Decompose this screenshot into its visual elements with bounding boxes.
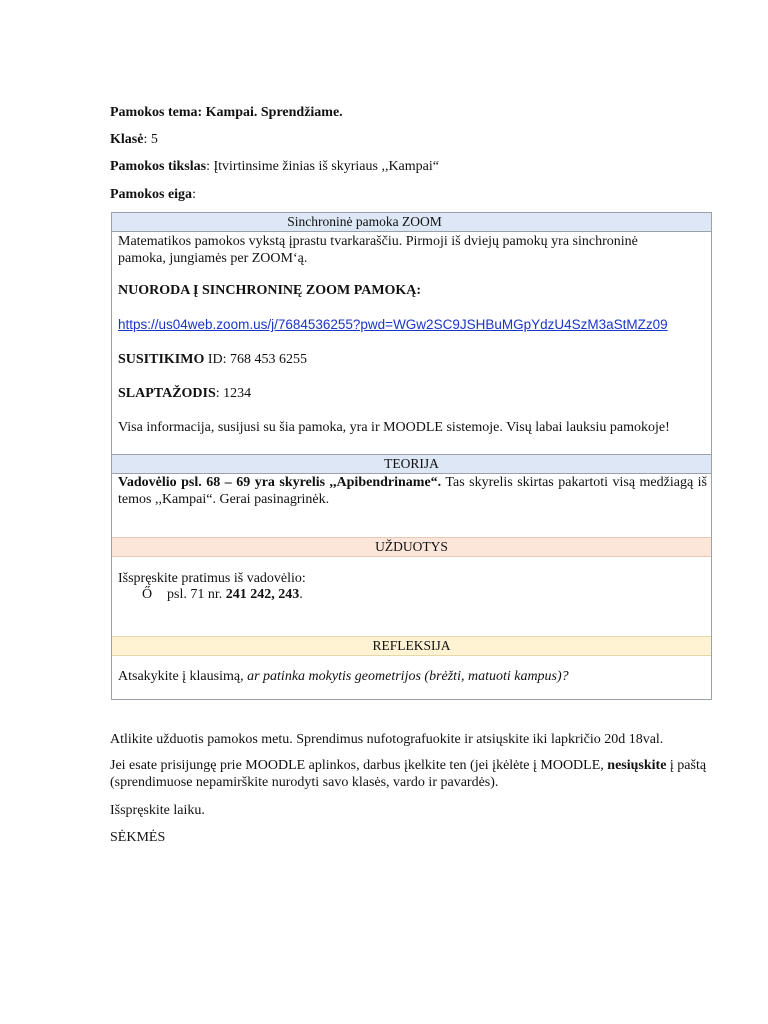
- topic-value: Kampai. Sprendžiame.: [205, 105, 343, 120]
- lesson-flow: [110, 186, 196, 204]
- task-list-item: [142, 587, 303, 603]
- tasks-header-label: UŽDUOTYS: [375, 539, 448, 554]
- task-end: .: [299, 587, 303, 602]
- task-numbers: 241 242, 243: [225, 587, 300, 602]
- reflection-question: ar patinka mokytis geometrijos (brėžti, matuoti kampus)?: [247, 669, 569, 684]
- task-text: psl. 71 nr.: [167, 587, 226, 602]
- footer-moodle-a: Jei esate prisijungę prie MOODLE aplinkos, darbus įkelkite ten (jei įkėlėte į MOODLE,: [110, 758, 608, 773]
- reflection-text: [118, 669, 569, 685]
- goal-value: : Įtvirtinsime žinias iš skyriaus ,,Kampai“: [206, 159, 439, 174]
- tasks-intro: Išspręskite pratimus iš vadovėlio:: [118, 571, 306, 586]
- sync-lesson-header: [112, 213, 711, 232]
- flow-label: Pamokos eiga: [110, 187, 193, 202]
- meeting-password: [118, 386, 251, 402]
- tasks-header: [112, 537, 711, 557]
- class-value: : 5: [143, 132, 158, 147]
- topic-label: Pamokos tema:: [110, 105, 203, 120]
- meeting-id-label: SUSITIKIMO: [118, 352, 205, 367]
- sync-text-line-2: pamoka, jungiamės per ZOOM‘ą.: [118, 251, 308, 266]
- footer-instructions: Atlikite užduotis pamokos metu. Sprendimus nufotografuokite ir atsiųskite iki lapkričio 20d 18val.: [110, 732, 664, 747]
- sync-lesson-text: [118, 233, 707, 285]
- sync-lesson-header-label: Sinchroninė pamoka ZOOM: [287, 214, 442, 229]
- theory-plain-text: Tas skyrelis skirtas pakartoti visą medžiagą iš temos ,,Kampai“. Gerai pasinagrinėk.: [118, 475, 708, 507]
- sync-closing-text: Visa informacija, susijusi su šia pamoka, yra ir MOODLE sistemoje. Visų labai lauksiu pamokoje!: [118, 420, 670, 435]
- lesson-topic: [110, 104, 343, 122]
- class-label: Klasė: [110, 132, 144, 147]
- flow-colon: :: [192, 187, 196, 202]
- bullet-icon: Ő: [142, 587, 153, 602]
- reflection-header: [112, 636, 711, 656]
- theory-header: [112, 454, 711, 474]
- footer-moodle-note: [110, 757, 762, 791]
- zoom-link-heading: NUORODA Į SINCHRONINĘ ZOOM PAMOKĄ:: [118, 283, 422, 298]
- lesson-class: [110, 131, 158, 149]
- footer-good-luck: SĖKMĖS: [110, 830, 166, 845]
- footer-moodle-bold: nesiųskite: [607, 758, 667, 773]
- meeting-id: [118, 352, 307, 368]
- password-value: : 1234: [215, 386, 252, 401]
- theory-text: [118, 474, 707, 508]
- theory-bold-text: Vadovėlio psl. 68 – 69 yra skyrelis ,,Apibendriname“.: [118, 475, 442, 490]
- sync-text-line-1: Matematikos pamokos vykstą įprastu tvarkaraščiu. Pirmoji iš dviejų pamokų yra sinchroninė: [118, 234, 638, 249]
- goal-label: Pamokos tikslas: [110, 159, 207, 174]
- theory-header-label: TEORIJA: [384, 456, 439, 471]
- lesson-goal: [110, 158, 439, 176]
- meeting-id-value: ID: 768 453 6255: [204, 352, 308, 367]
- password-label: SLAPTAŽODIS: [118, 386, 216, 401]
- zoom-meeting-link[interactable]: https://us04web.zoom.us/j/7684536255?pwd=WGw2SC9JSHBuMGpYdzU4SzM3aStMZz09: [118, 317, 668, 332]
- lesson-table: [111, 212, 712, 700]
- reflection-header-label: REFLEKSIJA: [372, 638, 451, 653]
- footer-moodle-b: į paštą (sprendimuose nepamirškite nurodyti savo klasės, vardo ir pavardės).: [110, 758, 707, 790]
- footer-solve-on-time: Išspręskite laiku.: [110, 803, 205, 818]
- reflection-prompt: Atsakykite į klausimą,: [118, 669, 248, 684]
